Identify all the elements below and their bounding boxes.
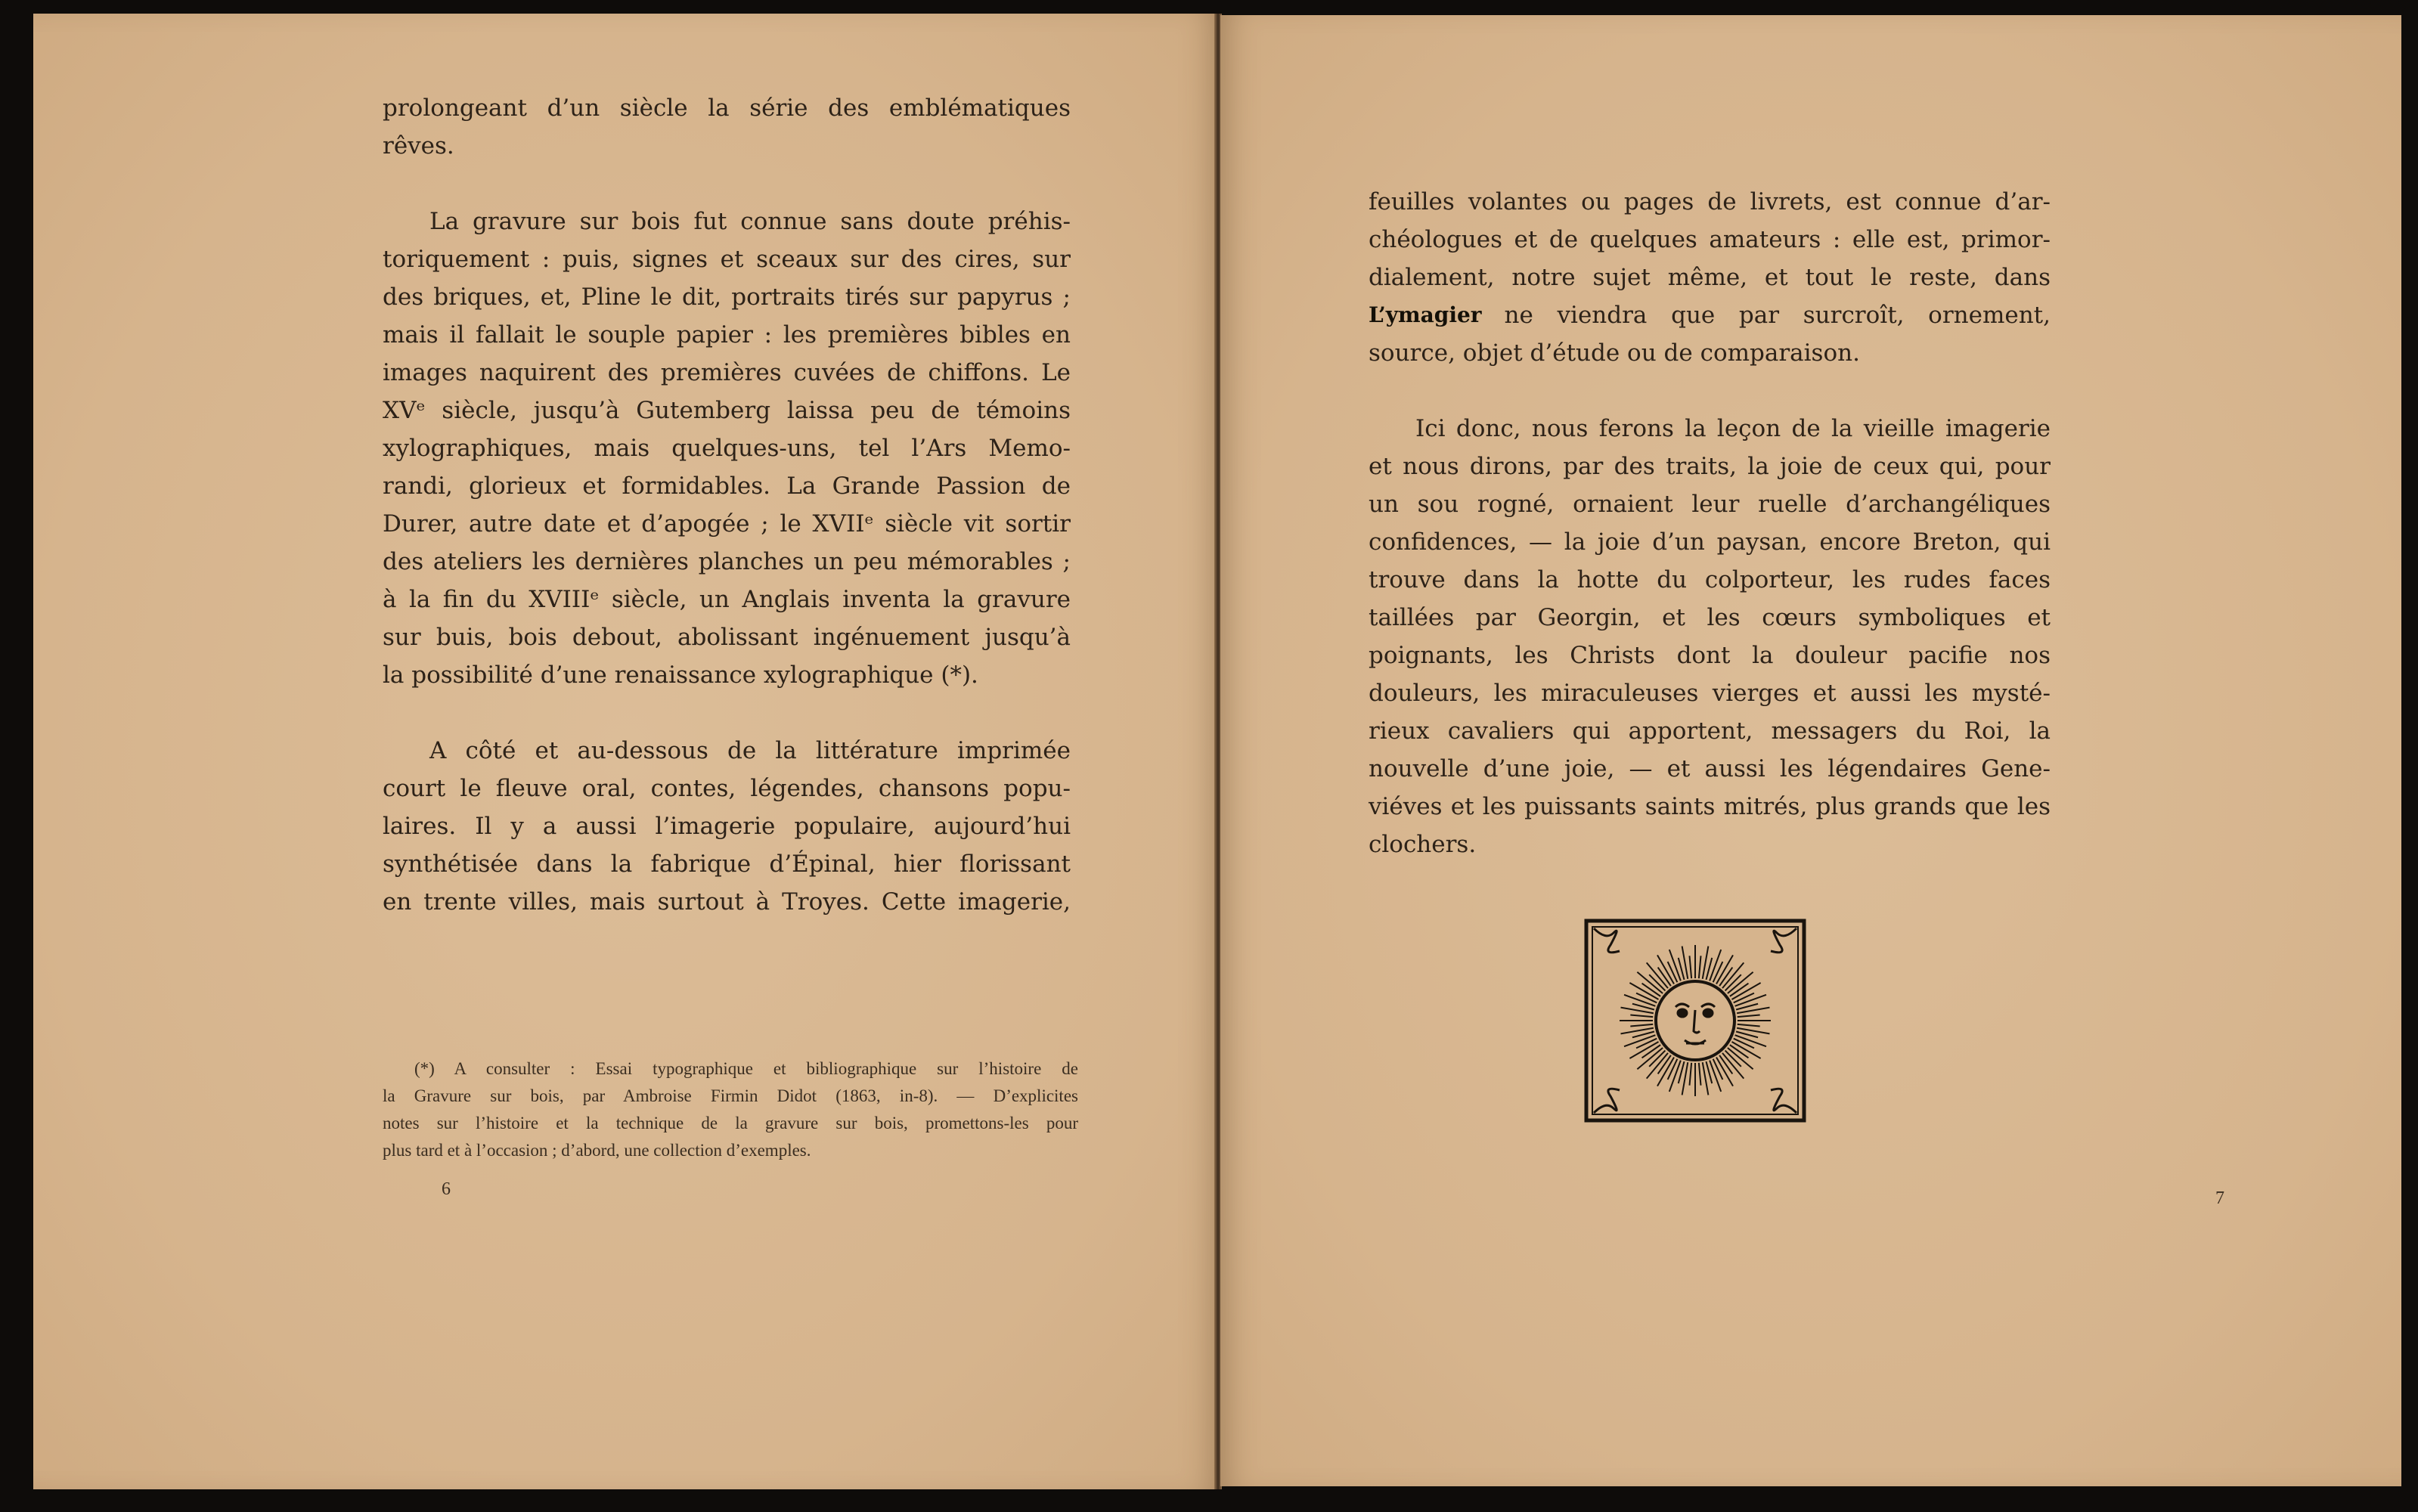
text-line: laires. Il y a aussi l’imagerie populaire, aujourd’hui	[383, 813, 1071, 840]
text-line: viéves et les puissants saints mitrés, plus grands que les	[1369, 793, 2051, 820]
text-line: source, objet d’étude ou de comparaison.	[1369, 339, 1860, 367]
left-page	[33, 14, 1219, 1489]
text-line-with-imagier	[1369, 296, 2051, 334]
text-line: A côté et au-dessous de la littérature imprimée	[429, 737, 1071, 764]
ymagier-title-word: L’ymagier	[1369, 302, 1482, 327]
sun-face-woodcut	[1583, 918, 1807, 1123]
right-page	[1220, 15, 2401, 1486]
text-line: synthétisée dans la fabrique d’Épinal, hier florissant	[383, 850, 1071, 878]
text-line: prolongeant d’un siècle la série des emblématiques	[383, 94, 1071, 122]
left-page-body	[383, 89, 1071, 921]
right-page-body	[1369, 183, 2051, 863]
footnote	[383, 1055, 1078, 1164]
text-line: randi, glorieux et formidables. La Grande Passion de	[383, 472, 1071, 500]
text-line: confidences, — la joie d’un paysan, encore Breton, qui	[1369, 528, 2051, 556]
text-line: XVᵉ siècle, jusqu’à Gutemberg laissa peu de témoins	[383, 397, 1071, 424]
text-line: des ateliers les dernières planches un peu mémorables ;	[383, 548, 1071, 575]
text-line: taillées par Georgin, et les cœurs symboliques et	[1369, 604, 2051, 631]
text-line: Ici donc, nous ferons la leçon de la vieille imagerie	[1415, 415, 2051, 442]
text-line: trouve dans la hotte du colporteur, les rudes faces	[1369, 566, 2051, 593]
text-line: feuilles volantes ou pages de livrets, est connue d’ar-	[1369, 188, 2051, 215]
page-number-left: 6	[442, 1179, 451, 1199]
text-line: rieux cavaliers qui apportent, messagers du Roi, la	[1369, 717, 2051, 745]
text-line: la possibilité d’une renaissance xylographique (*).	[383, 662, 978, 689]
text-line: rêves.	[383, 132, 454, 160]
footnote-line: plus tard et à l’occasion ; d’abord, une collection d’exemples.	[383, 1141, 811, 1160]
text-line: mais il fallait le souple papier : les premières bibles en	[383, 321, 1071, 349]
footnote-line: la Gravure sur bois, par Ambroise Firmin Didot (1863, in-8). — D’explicites	[383, 1086, 1078, 1105]
page-number-right: 7	[2215, 1188, 2224, 1208]
text-line: images naquirent des premières cuvées de chiffons. Le	[383, 359, 1071, 386]
text-line: toriquement : puis, signes et sceaux sur des cires, sur	[383, 246, 1071, 273]
text-line: un sou rogné, ornaient leur ruelle d’archangéliques	[1369, 491, 2051, 518]
text-line: à la fin du XVIIIᵉ siècle, un Anglais inventa la gravure	[383, 586, 1071, 613]
text-line: dialement, notre sujet même, et tout le reste, dans	[1369, 264, 2051, 291]
text-line: et nous dirons, par des traits, la joie de ceux qui, pour	[1369, 453, 2051, 480]
text-line: chéologues et de quelques amateurs : elle est, primor-	[1369, 226, 2051, 253]
text-line: court le fleuve oral, contes, légendes, chansons popu-	[383, 775, 1071, 802]
text-line: clochers.	[1369, 831, 1477, 858]
text-line: La gravure sur bois fut connue sans doute préhis-	[429, 208, 1071, 235]
footnote-line: notes sur l’histoire et la technique de la gravure sur bois, promettons-les pour	[383, 1114, 1078, 1132]
text-line: nouvelle d’une joie, — et aussi les légendaires Gene-	[1369, 755, 2051, 782]
text-line: poignants, les Christs dont la douleur pacifie nos	[1369, 642, 2051, 669]
footnote-line: (*) A consulter : Essai typographique et bibliographique sur l’histoire de	[414, 1059, 1078, 1078]
text-line: douleurs, les miraculeuses vierges et aussi les mysté-	[1369, 680, 2051, 707]
text-line: ne viendra que par surcroît, ornement,	[1504, 302, 2051, 329]
text-line: des briques, et, Pline le dit, portraits tirés sur papyrus ;	[383, 284, 1071, 311]
text-line: xylographiques, mais quelques-uns, tel l’Ars Memo-	[383, 435, 1071, 462]
text-line: sur buis, bois debout, abolissant ingénuement jusqu’à	[383, 624, 1071, 651]
text-line: Durer, autre date et d’apogée ; le XVIIᵉ siècle vit sortir	[383, 510, 1071, 538]
text-line: en trente villes, mais surtout à Troyes. Cette imagerie,	[383, 888, 1071, 916]
